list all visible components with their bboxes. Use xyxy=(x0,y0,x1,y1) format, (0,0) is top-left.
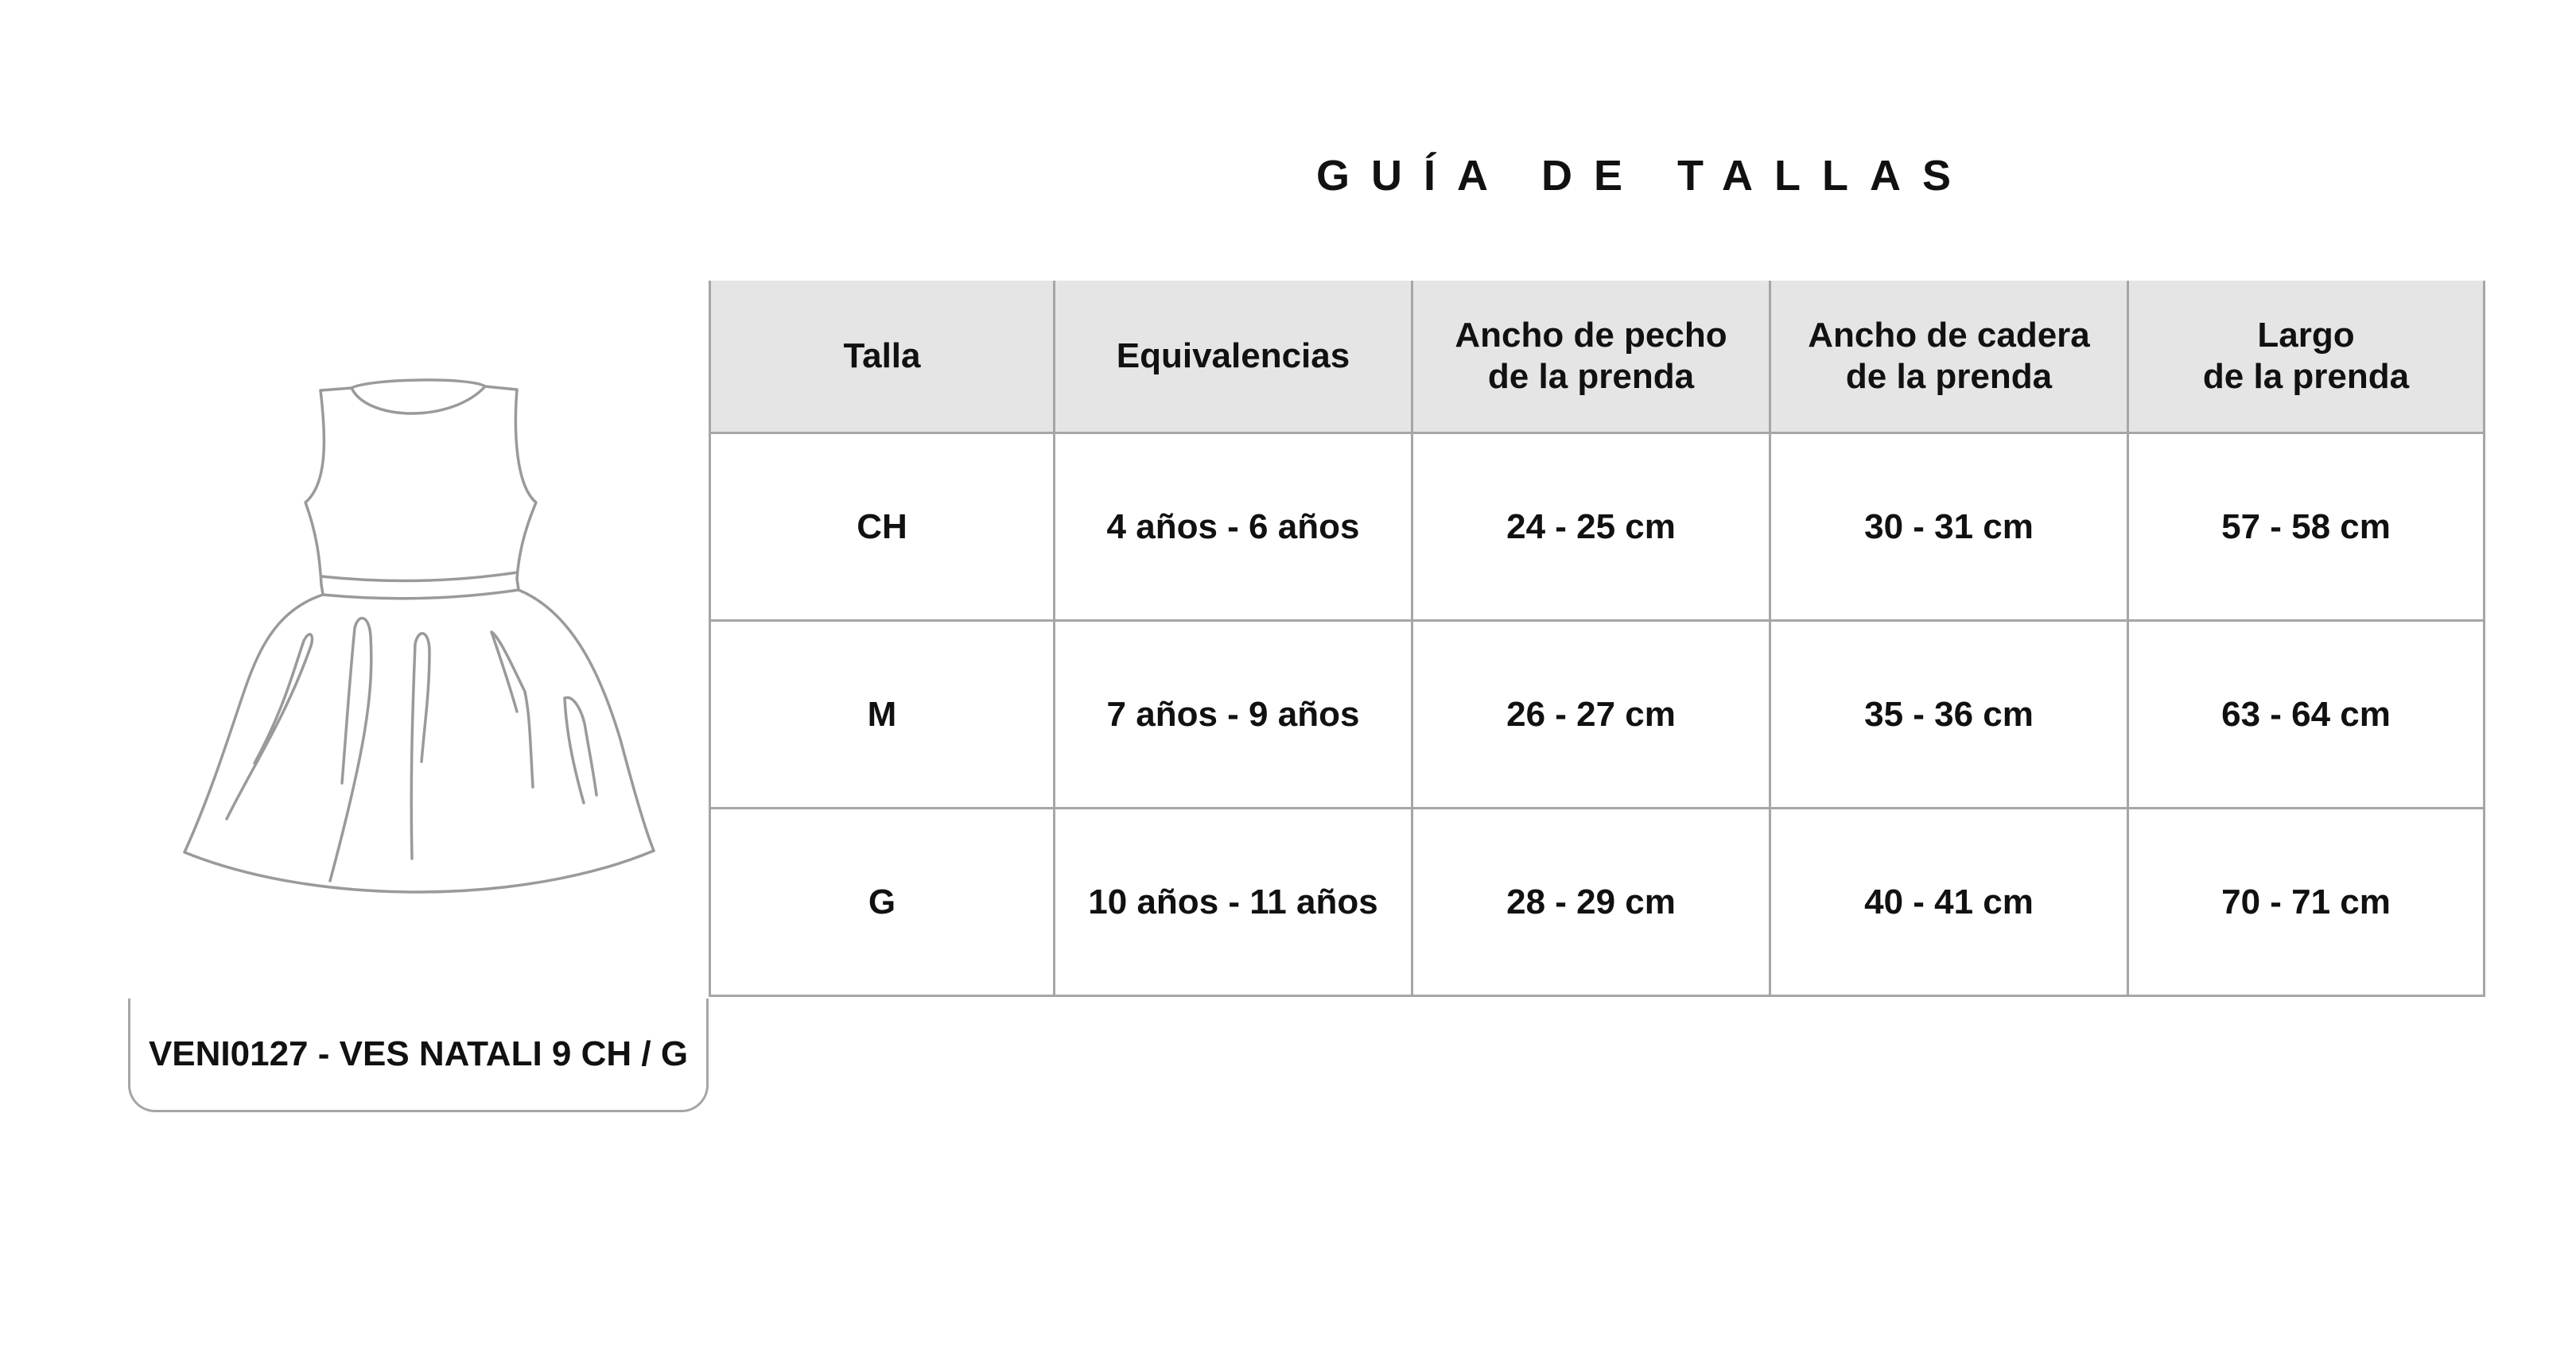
table-header-row xyxy=(710,281,2485,433)
cell-equivalencias: 10 años - 11 años xyxy=(1055,809,1412,996)
dress-outline-icon xyxy=(159,374,676,914)
cell-ancho-cadera: 40 - 41 cm xyxy=(1770,809,2128,996)
cell-largo: 63 - 64 cm xyxy=(2128,621,2485,809)
cell-talla: M xyxy=(710,621,1055,809)
cell-ancho-cadera: 30 - 31 cm xyxy=(1770,433,2128,621)
header-ancho-pecho: Ancho de pecho de la prenda xyxy=(1412,281,1770,433)
cell-ancho-pecho: 24 - 25 cm xyxy=(1412,433,1770,621)
table-row xyxy=(710,621,2485,809)
cell-largo: 70 - 71 cm xyxy=(2128,809,2485,996)
table-row xyxy=(710,433,2485,621)
page-title: GUÍA DE TALLAS xyxy=(1316,152,1972,200)
sku-label xyxy=(128,999,709,1112)
cell-equivalencias: 7 años - 9 años xyxy=(1055,621,1412,809)
cell-equivalencias: 4 años - 6 años xyxy=(1055,433,1412,621)
header-talla: Talla xyxy=(710,281,1055,433)
header-largo: Largo de la prenda xyxy=(2128,281,2485,433)
cell-largo: 57 - 58 cm xyxy=(2128,433,2485,621)
table-row xyxy=(710,809,2485,996)
header-ancho-cadera: Ancho de cadera de la prenda xyxy=(1770,281,2128,433)
cell-ancho-cadera: 35 - 36 cm xyxy=(1770,621,2128,809)
cell-talla: G xyxy=(710,809,1055,996)
cell-ancho-pecho: 26 - 27 cm xyxy=(1412,621,1770,809)
size-guide-table xyxy=(709,281,2485,997)
cell-ancho-pecho: 28 - 29 cm xyxy=(1412,809,1770,996)
header-equivalencias: Equivalencias xyxy=(1055,281,1412,433)
cell-talla: CH xyxy=(710,433,1055,621)
sku-text: VENI0127 - VES NATALI 9 CH / G xyxy=(148,1034,689,1073)
